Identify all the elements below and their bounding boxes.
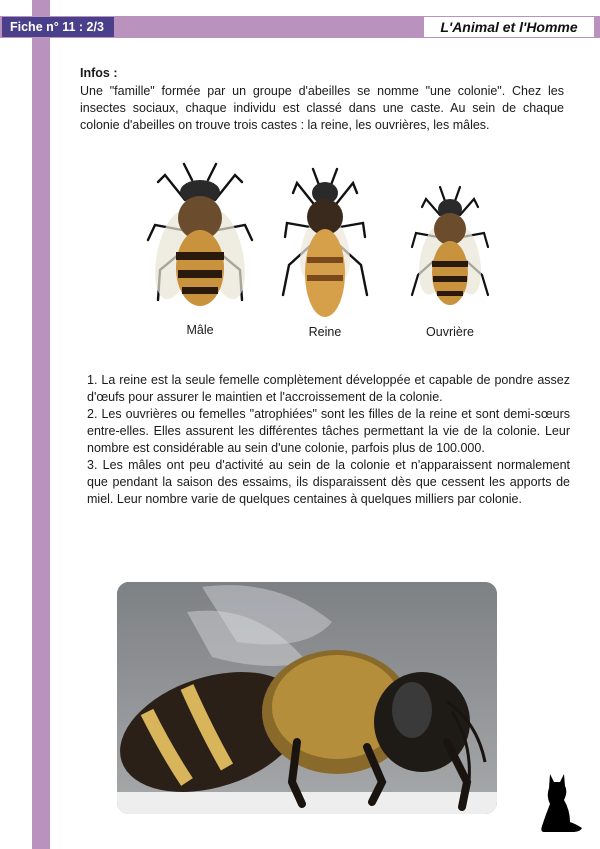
infos-paragraph: Une "famille" formée par un groupe d'abeilles se nomme "une colonie". Chez les insectes sociaux, chaque individu est classé dans une caste. Au sein de chaque colonie d'abeilles on trouve trois castes : la reine, les ouvrières, les mâles.: [80, 84, 564, 132]
fact-males: 3. Les mâles ont peu d'activité au sein de la colonie et n'apparaissent normalement que pendant la saison des essaims, ils disparaissent dès que cessent les apports de miel. Leur nombre varie de quelques centaines à quelques milliers par colonie.: [87, 458, 570, 506]
bee-photograph: [117, 582, 497, 814]
bee-castes-illustration: [130, 160, 500, 350]
male-bee-image: [140, 160, 260, 315]
queen-caption: Reine: [308, 325, 342, 339]
worker-bee-image: [400, 185, 500, 315]
infos-heading: Infos :: [80, 66, 118, 80]
worker-caption: Ouvrière: [426, 325, 474, 339]
male-caption: Mâle: [186, 323, 214, 337]
left-accent-stripe: [32, 0, 50, 849]
fiche-number-label: Fiche n° 11 : 2/3: [2, 17, 114, 37]
fact-queen: 1. La reine est la seule femelle complètement développée et capable de pondre assez d'œufs pour assurer le maintien et l'accroissement de la colonie.: [87, 373, 570, 404]
caste-facts: [87, 372, 570, 508]
fact-workers: 2. Les ouvrières ou femelles "atrophiées" sont les filles de la reine et sont demi-sœurs entre-elles. Elles assurent les différentes tâches permettant la vie de la colonie. Leur nombre est considérable au sein d'une colonie, parfois plus de 100.000.: [87, 407, 570, 455]
cat-silhouette-icon: [536, 770, 586, 839]
queen-bee-image: [275, 165, 375, 320]
series-title: L'Animal et l'Homme: [424, 17, 594, 37]
